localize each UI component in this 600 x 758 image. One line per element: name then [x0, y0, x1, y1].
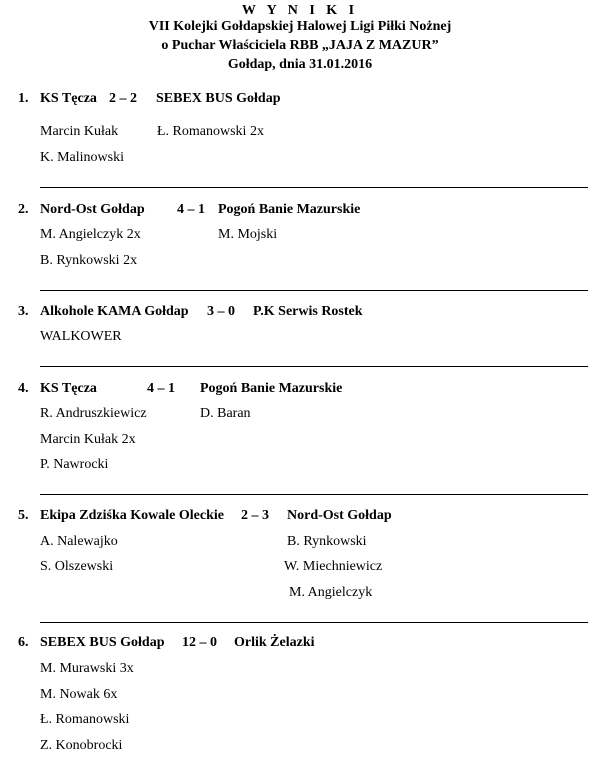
home-scorer: M. Nowak 6x	[40, 687, 118, 702]
home-scorer: M. Murawski 3x	[40, 661, 134, 676]
away-team: Nord-Ost Gołdap	[287, 508, 392, 523]
home-scorer: Ł. Romanowski	[40, 712, 130, 727]
match-number: 3.	[18, 304, 29, 319]
divider	[40, 366, 588, 367]
away-scorer: B. Rynkowski	[287, 534, 367, 549]
walkover-note: WALKOWER	[40, 329, 122, 344]
place-date: Gołdap, dnia 31.01.2016	[227, 57, 373, 72]
cup-title: o Puchar Właściciela RBB „JAJA Z MAZUR”	[161, 38, 439, 53]
document-title: W Y N I K I	[241, 3, 359, 18]
divider	[40, 290, 588, 291]
divider	[40, 622, 588, 623]
match-score: 3 – 0	[207, 304, 235, 319]
home-team: KS Tęcza	[40, 381, 97, 396]
away-team: Pogoń Banie Mazurskie	[218, 202, 361, 217]
match-number: 5.	[18, 508, 29, 523]
home-scorer: Marcin Kułak	[40, 124, 119, 139]
divider	[40, 494, 588, 495]
away-scorer: M. Angielczyk	[289, 585, 373, 600]
away-team: P.K Serwis Rostek	[253, 304, 363, 319]
away-team: Orlik Żelazki	[234, 635, 315, 650]
home-team: Alkohole KAMA Gołdap	[40, 304, 189, 319]
match-score: 4 – 1	[177, 202, 205, 217]
home-scorer: A. Nalewajko	[40, 534, 118, 549]
home-scorer: P. Nawrocki	[40, 457, 109, 472]
divider	[40, 187, 588, 188]
match-number: 1.	[18, 91, 29, 106]
home-scorer: Z. Konobrocki	[40, 738, 123, 753]
match-number: 4.	[18, 381, 29, 396]
away-team: SEBEX BUS Gołdap	[156, 91, 281, 106]
home-scorer: B. Rynkowski 2x	[40, 253, 138, 268]
match-score: 2 – 2	[109, 91, 137, 106]
match-score: 4 – 1	[147, 381, 175, 396]
match-number: 6.	[18, 635, 29, 650]
home-scorer: Marcin Kułak 2x	[40, 432, 136, 447]
away-scorer: Ł. Romanowski 2x	[157, 124, 264, 139]
league-title: VII Kolejki Gołdapskiej Halowej Ligi Piłki Nożnej	[148, 19, 452, 34]
home-scorer: R. Andruszkiewicz	[40, 406, 147, 421]
home-scorer: S. Olszewski	[40, 559, 114, 574]
away-team: Pogoń Banie Mazurskie	[200, 381, 343, 396]
match-score: 2 – 3	[241, 508, 269, 523]
away-scorer: W. Miechniewicz	[284, 559, 383, 574]
away-scorer: M. Mojski	[218, 227, 278, 242]
home-team: Nord-Ost Gołdap	[40, 202, 145, 217]
home-scorer: K. Malinowski	[40, 150, 124, 165]
match-score: 12 – 0	[182, 635, 217, 650]
match-number: 2.	[18, 202, 29, 217]
home-team: SEBEX BUS Gołdap	[40, 635, 165, 650]
home-team: Ekipa Zdziśka Kowale Oleckie	[40, 508, 224, 523]
away-scorer: D. Baran	[200, 406, 251, 421]
home-team: KS Tęcza	[40, 91, 97, 106]
home-scorer: M. Angielczyk 2x	[40, 227, 141, 242]
